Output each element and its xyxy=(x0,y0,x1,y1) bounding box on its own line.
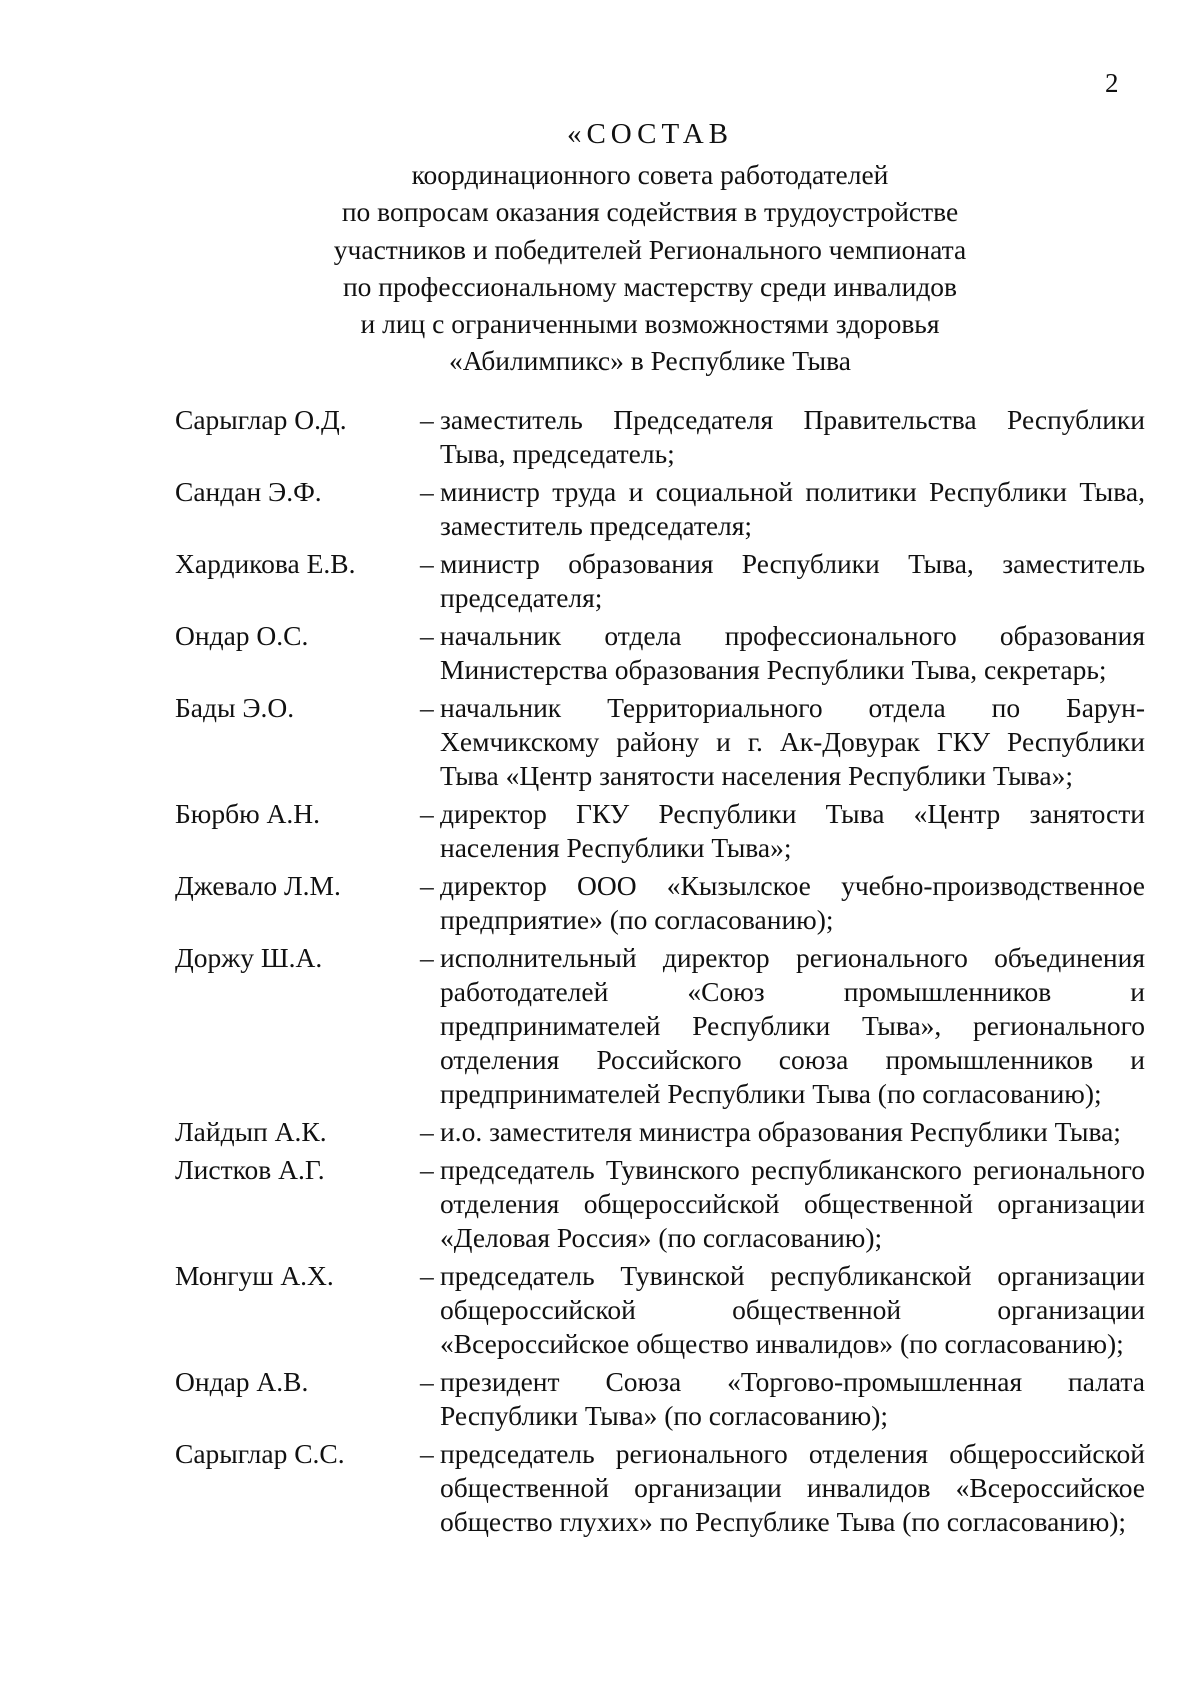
member-position: министр образования Республики Тыва, заместитель председателя; xyxy=(440,548,1145,613)
member-dash: – xyxy=(420,1116,434,1147)
member-name: Монгуш А.Х. xyxy=(175,1260,334,1291)
member-row xyxy=(175,1365,1145,1433)
member-row xyxy=(175,547,1145,615)
member-name: Хардикова Е.В. xyxy=(175,548,356,579)
member-position: исполнительный директор регионального объединения работодателей «Союз промышленников и предпринимателей Республики Тыва», регионального отделения Российского союза промышленников и предпринимателей Республики Тыва (по согласованию); xyxy=(440,942,1145,1109)
member-dash: – xyxy=(420,476,434,507)
member-row xyxy=(175,1259,1145,1361)
member-row xyxy=(175,403,1145,471)
title-heading: «СОСТАВ xyxy=(566,118,734,150)
member-row xyxy=(175,1153,1145,1255)
title-line: участников и победителей Регионального чемпионата xyxy=(333,233,967,265)
member-name: Ондар О.С. xyxy=(175,620,309,651)
member-row xyxy=(175,797,1145,865)
member-dash: – xyxy=(420,1438,434,1469)
member-name: Бюрбю А.Н. xyxy=(175,798,320,829)
member-position: заместитель Председателя Правительства Республики Тыва, председатель; xyxy=(440,404,1145,469)
member-name: Сарыглар О.Д. xyxy=(175,404,347,435)
member-position: директор ООО «Кызылское учебно-производственное предприятие» (по согласованию); xyxy=(440,870,1145,935)
member-position: председатель Тувинской республиканской организации общероссийской общественной организации «Всероссийское общество инвалидов» (по согласованию); xyxy=(440,1260,1145,1359)
member-position: министр труда и социальной политики Республики Тыва, заместитель председателя; xyxy=(440,476,1145,541)
member-position: начальник отдела профессионального образования Министерства образования Республики Тыва, секретарь; xyxy=(440,620,1145,685)
members-list xyxy=(175,403,1145,1543)
title-line: по вопросам оказания содействия в трудоустройстве xyxy=(341,196,959,228)
member-position: председатель регионального отделения общероссийской общественной организации инвалидов «Всероссийское общество глухих» по Республике Тыва (по согласованию); xyxy=(440,1438,1145,1537)
title-subtitle xyxy=(150,156,1150,380)
member-dash: – xyxy=(420,404,434,435)
title-line: по профессиональному мастерству среди инвалидов xyxy=(342,270,958,302)
member-dash: – xyxy=(420,1366,434,1397)
member-dash: – xyxy=(420,620,434,651)
document-title xyxy=(150,112,1150,380)
member-dash: – xyxy=(420,1260,434,1291)
member-name: Листков А.Г. xyxy=(175,1154,325,1185)
member-name: Джевало Л.М. xyxy=(175,870,341,901)
member-row xyxy=(175,1115,1145,1149)
member-dash: – xyxy=(420,798,434,829)
member-name: Бады Э.О. xyxy=(175,692,295,723)
title-line: и лиц с ограниченными возможностями здоровья xyxy=(360,308,940,340)
member-dash: – xyxy=(420,692,434,723)
member-position: начальник Территориального отдела по Барун-Хемчикскому району и г. Ак-Довурак ГКУ Республики Тыва «Центр занятости населения Республики Тыва»; xyxy=(440,692,1145,791)
member-row xyxy=(175,941,1145,1111)
member-position: и.о. заместителя министра образования Республики Тыва; xyxy=(440,1116,1121,1147)
title-line: координационного совета работодателей xyxy=(411,159,889,190)
member-position: председатель Тувинского республиканского регионального отделения общероссийской общественной организации «Деловая Россия» (по согласованию); xyxy=(440,1154,1145,1253)
page-number: 2 xyxy=(1105,68,1119,98)
member-position: директор ГКУ Республики Тыва «Центр занятости населения Республики Тыва»; xyxy=(440,798,1145,863)
member-position: президент Союза «Торгово-промышленная палата Республики Тыва» (по согласованию); xyxy=(440,1366,1145,1431)
member-dash: – xyxy=(420,942,434,973)
member-dash: – xyxy=(420,548,434,579)
member-row xyxy=(175,1437,1145,1539)
member-name: Сандан Э.Ф. xyxy=(175,476,322,507)
member-name: Доржу Ш.А. xyxy=(175,942,323,973)
member-name: Сарыглар С.С. xyxy=(175,1438,345,1469)
member-dash: – xyxy=(420,870,434,901)
member-name: Лайдып А.К. xyxy=(175,1116,327,1147)
member-row xyxy=(175,691,1145,793)
member-row xyxy=(175,869,1145,937)
member-row xyxy=(175,475,1145,543)
title-line: «Абилимпикс» в Республике Тыва xyxy=(449,345,851,377)
member-dash: – xyxy=(420,1154,434,1185)
member-row xyxy=(175,619,1145,687)
member-name: Ондар А.В. xyxy=(175,1366,309,1397)
